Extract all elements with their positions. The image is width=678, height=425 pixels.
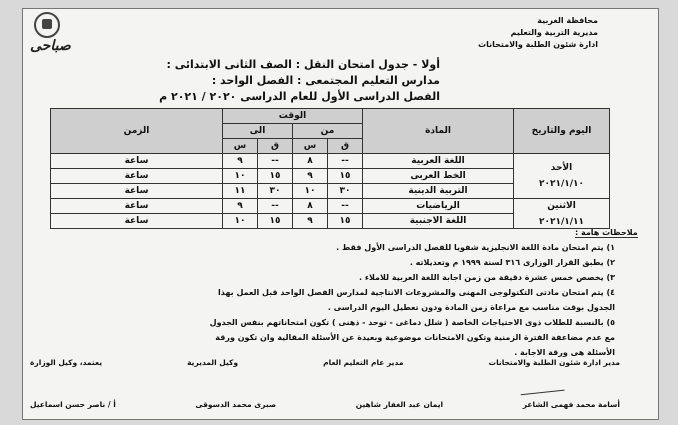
from-hours: ٨ (293, 199, 328, 214)
to-minutes: -- (258, 154, 293, 169)
to-hours: ١٠ (223, 169, 258, 184)
signature-title: وكيل المديرية (187, 358, 239, 367)
note-line: ٢) يطبق القرار الوزارى ٣١٦ لسنة ١٩٩٩ م وتعديلاته . (409, 258, 615, 267)
from-minutes: -- (328, 199, 363, 214)
signature-titles (30, 358, 620, 367)
header-day: اليوم والتاريخ (514, 109, 610, 154)
duration-cell: ساعة (51, 154, 223, 169)
to-minutes: ١٥ (258, 214, 293, 229)
subject-cell: اللغة الاجنبية (363, 214, 514, 229)
title-line: الفصل الدراسى الأول للعام الدراسى ٢٠٢٠ / ٢٠٢١ م (159, 90, 440, 103)
duration-cell: ساعة (51, 184, 223, 199)
directorate-logo (34, 12, 60, 38)
header-to: الى (223, 124, 293, 139)
gear-icon (42, 19, 52, 29)
brand-name: صباحى (30, 38, 71, 54)
note-line: ٤) يتم امتحان مادتى التكنولوجى المهنى والمشروعات الانتاجية لمدارس الفصل الواحد قبل العمل بهذا (218, 288, 615, 297)
subject-cell: اللغة العربية (363, 154, 514, 169)
header-from: من (293, 124, 363, 139)
signatory-name: أ / ناصر حسن اسماعيل (30, 400, 116, 409)
from-hours: ٩ (293, 214, 328, 229)
to-minutes: ٣٠ (258, 184, 293, 199)
note-line: مع عدم مضاعفة الفترة الزمنية وتكون الامتحانات موضوعية وبعيدة عن الأسئلة المقالية وان تكون ورقة (215, 333, 615, 342)
title-line: مدارس التعليم المجتمعى : الفصل الواحد : (211, 74, 440, 87)
signatory-name: صبرى محمد الدسوقى (195, 400, 277, 409)
to-hours: ٩ (223, 199, 258, 214)
table-row (51, 199, 610, 214)
header-duration: الزمن (51, 109, 223, 154)
signatory-name: أسامة محمد فهمى الشاعر (522, 400, 620, 409)
to-minutes: -- (258, 199, 293, 214)
header-hours: س (223, 139, 258, 154)
signatory-name: ايمان عبد الغفار شاهين (355, 400, 444, 409)
note-line: الأسئلة هى ورقة الاجابة . (514, 348, 615, 357)
from-minutes: ٣٠ (328, 184, 363, 199)
notes-title: ملاحظات هامة : (575, 228, 638, 237)
governorate-line: محافظة الغربية (537, 16, 598, 25)
header-minutes: ق (328, 139, 363, 154)
subject-cell: الرياضيات (363, 199, 514, 214)
notes-list (50, 240, 615, 360)
signature-title: يعتمد، وكيل الوزارة (30, 358, 103, 367)
duration-cell: ساعة (51, 199, 223, 214)
directorate-line: مديرية التربية والتعليم (510, 28, 598, 37)
signature-title: مدير عام التعليم العام (323, 358, 404, 367)
table-row (51, 154, 610, 169)
duration-cell: ساعة (51, 214, 223, 229)
note-line: ٣) يخصص خمس عشرة دقيقة من زمن اجابة اللغة العربية للاملاء . (359, 273, 615, 282)
day-date: ٢٠٢١/١/١١ (538, 216, 585, 227)
to-hours: ٩ (223, 154, 258, 169)
header-minutes: ق (258, 139, 293, 154)
signature-title: مدير ادارة شئون الطلبة والامتحانات (488, 358, 620, 367)
duration-cell: ساعة (51, 169, 223, 184)
header-hours: س (293, 139, 328, 154)
day-cell (514, 154, 610, 199)
header-subject: المادة (363, 109, 514, 154)
note-line: ١) يتم امتحان مادة اللغة الانجليزية شفويا للفصل الدراسى الأول فقط . (336, 243, 615, 252)
from-hours: ١٠ (293, 184, 328, 199)
day-cell (514, 199, 610, 229)
day-name: الأحد (550, 163, 573, 173)
to-hours: ١٠ (223, 214, 258, 229)
signature-names (30, 400, 620, 409)
admin-line: ادارة شئون الطلبة والامتحانات (478, 40, 598, 49)
from-minutes: ١٥ (328, 214, 363, 229)
day-name: الاثنين (547, 200, 576, 211)
from-hours: ٨ (293, 154, 328, 169)
subject-cell: التربية الدينية (363, 184, 514, 199)
note-line: ٥) بالنسبة للطلاب ذوى الاحتياجات الخاصة ( شلل دماغى - توحد - ذهنى ) تكون امتحاناتهم بنفس الجدول (209, 318, 615, 327)
document-titles (140, 57, 440, 105)
from-hours: ٩ (293, 169, 328, 184)
title-line: أولا - جدول امتحان النقل : الصف الثانى الابتدائى : (166, 58, 440, 71)
subject-cell: الخط العربى (363, 169, 514, 184)
exam-schedule-table (50, 108, 610, 229)
note-line: الجدول بوقت مناسب مع مراعاة زمن المادة ودون تعطيل اليوم الدراسى . (327, 303, 615, 312)
from-minutes: ١٥ (328, 169, 363, 184)
from-minutes: -- (328, 154, 363, 169)
header-time: الوقت (223, 109, 363, 124)
to-hours: ١١ (223, 184, 258, 199)
to-minutes: ١٥ (258, 169, 293, 184)
day-date: ٢٠٢١/١/١٠ (538, 179, 585, 189)
